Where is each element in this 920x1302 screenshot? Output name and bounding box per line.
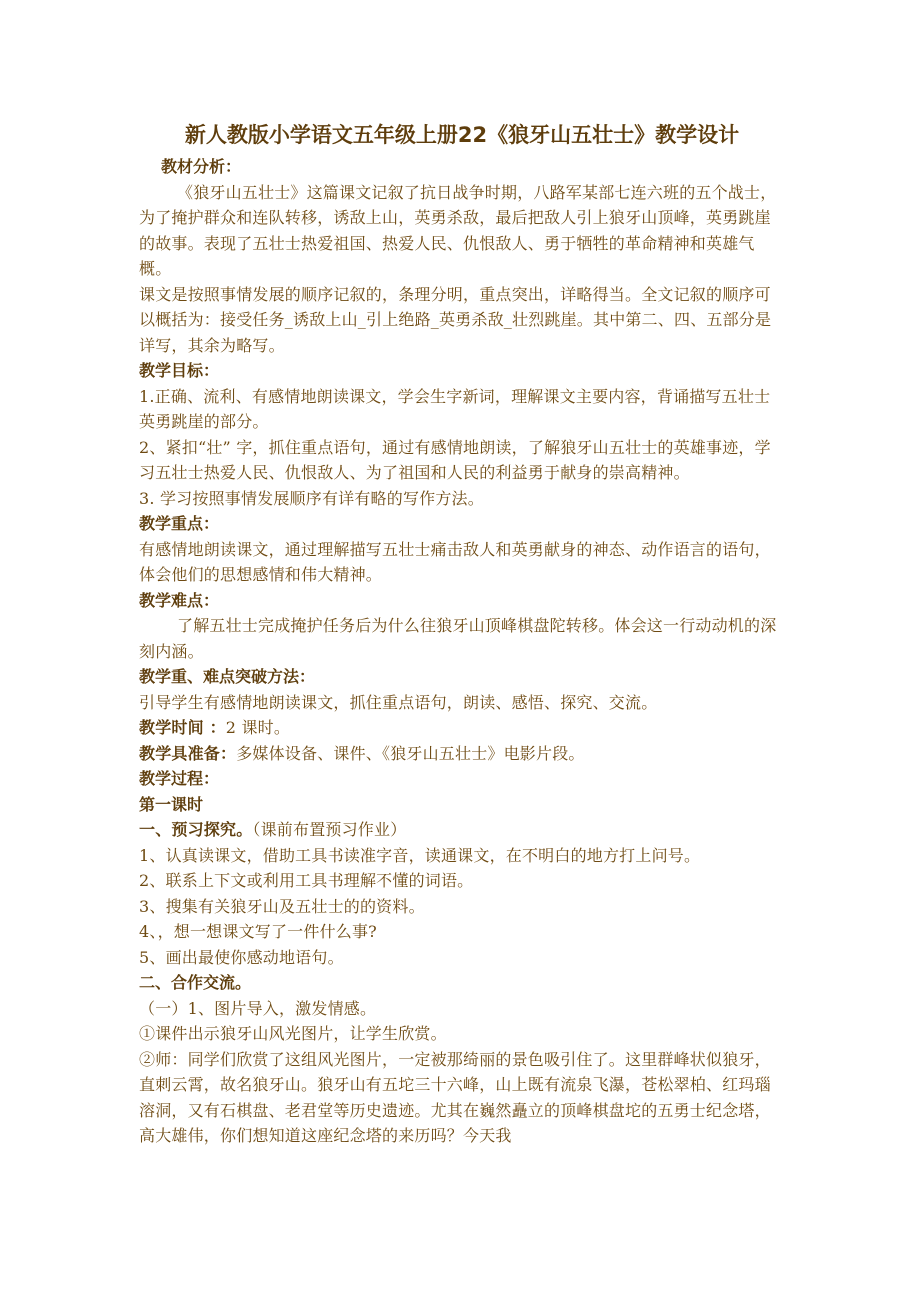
goal-item-2: 2、紧扣“壮” 字，抓住重点语句，通过有感情地朗读，了解狼牙山五壮士的英雄事迹，学习五壮士热爱人民、仇恨敌人、为了祖国和人民的利益勇于献身的崇高精神。 (139, 437, 771, 482)
document-page (139, 118, 785, 1149)
section-2-heading: 二、合作交流。 (139, 973, 252, 992)
section-1-note: （课前布置预习作业） (252, 820, 407, 839)
key-points-heading: 教学重点： (139, 514, 220, 533)
key-points-text: 有感情地朗读课文，通过理解描写五壮士痛击敌人和英勇献身的神态、动作语言的语句，体会他们的思想感情和伟大精神。 (139, 539, 771, 584)
section-1-item-3: 3、搜集有关狼牙山及五壮士的的资料。 (139, 896, 425, 916)
methods-text: 引导学生有感情地朗读课文，抓住重点语句，朗读、感悟、探究、交流。 (139, 692, 658, 712)
section-2-step-1: ①课件出示狼牙山风光图片，让学生欣赏。 (139, 1024, 447, 1043)
time-label: 教学时间 ： (139, 718, 226, 737)
time-value: 2 课时。 (225, 718, 291, 737)
goal-item-1: 1.正确、流利、有感情地朗读课文，学会生字新词，理解课文主要内容，背诵描写五壮士英勇跳崖的部分。 (139, 386, 771, 431)
prep-line (139, 741, 785, 767)
section-2-sub-1: （一）1、图片导入，激发情感。 (139, 998, 377, 1018)
analysis-heading: 教材分析： (161, 157, 242, 176)
section-1-item-4: 4、，想一想课文写了一件什么事? (139, 922, 377, 941)
document-title: 新人教版小学语文五年级上册22《狼牙山五壮士》教学设计 (184, 123, 740, 147)
difficulties-heading: 教学难点： (139, 590, 220, 610)
section-1-item-1: 1、认真读课文，借助工具书读准字音，读通课文，在不明白的地方打上问号。 (139, 845, 701, 865)
prep-value: 多媒体设备、课件、《狼牙山五壮士》电影片段。 (236, 743, 585, 763)
time-line (139, 715, 785, 741)
goal-item-3: 3. 学习按照事情发展顺序有详有略的写作方法。 (139, 488, 484, 508)
process-heading: 教学过程： (139, 769, 220, 788)
lesson-1-heading: 第一课时 (139, 794, 204, 814)
analysis-paragraph-1: 《狼牙山五壮士》这篇课文记叙了抗日战争时期，八路军某部七连六班的五个战士，为了掩护群众和连队转移，诱敌上山，英勇杀敌，最后把敌人引上狼牙山顶峰，英勇跳崖的故事。表现了五壮士热爱祖国、热爱人民、仇恨敌人、勇于牺牲的革命精神和英雄气概。 (139, 182, 777, 278)
analysis-paragraph-2: 课文是按照事情发展的顺序记叙的，条理分明，重点突出，详略得当。全文记叙的顺序可以概括为：接受任务_诱敌上山_引上绝路_英勇杀敌_壮烈跳崖。其中第二、四、五部分是详写，其余为略写。 (139, 284, 772, 355)
section-1-line (139, 817, 785, 843)
goals-heading: 教学目标： (139, 361, 220, 380)
section-1-item-5: 5、画出最使你感动地语句。 (139, 947, 344, 967)
difficulties-text: 了解五壮士完成掩护任务后为什么往狼牙山顶峰棋盘陀转移。体会这一行动动机的深刻内涵。 (139, 616, 777, 661)
section-1-item-2: 2、联系上下文或利用工具书理解不懂的词语。 (139, 871, 474, 890)
methods-heading: 教学重、难点突破方法： (139, 667, 316, 686)
section-1-heading: 一、预习探究。 (139, 820, 253, 839)
section-2-step-2: ②师：同学们欣赏了这组风光图片，一定被那绮丽的景色吸引住了。这里群峰状似狼牙，直刺云霄，故名狼牙山。狼牙山有五坨三十六峰，山上既有流泉飞瀑，苍松翠柏、红玛瑙溶洞，又有石棋盘、老君堂等历史遗迹。尤其在巍然矗立的顶峰棋盘坨的五勇士纪念塔，高大雄伟，你们想知道这座纪念塔的来历吗？今天我 (139, 1049, 771, 1145)
prep-label: 教学具准备： (139, 743, 237, 763)
